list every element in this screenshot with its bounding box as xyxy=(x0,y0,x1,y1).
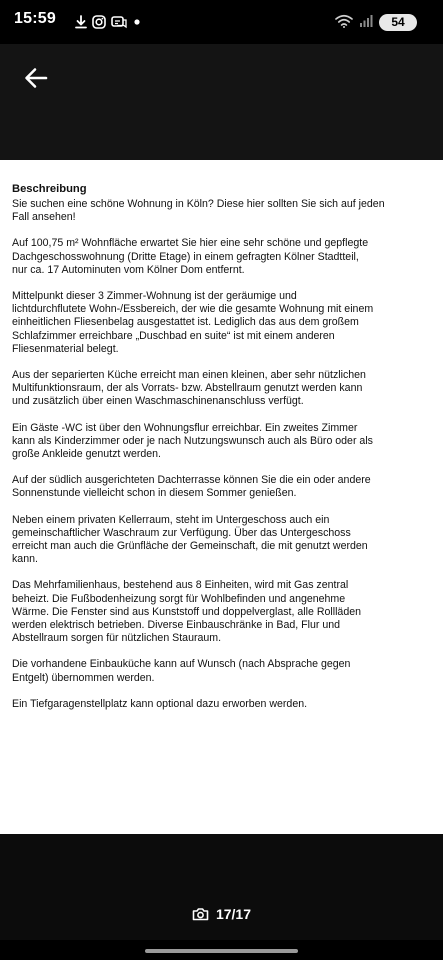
description-paragraph: Neben einem privaten Kellerraum, steht im Untergeschoss auch ein gemeinschaftlicher Waschraum zur Verfügung. Über das Untergeschoss erreicht man auch die Grünfläche der Gemeinschaft, die mit genutzt werden kann. xyxy=(12,513,368,566)
back-button[interactable] xyxy=(20,62,52,94)
status-time: 15:59 xyxy=(14,10,56,27)
app-header xyxy=(0,44,443,160)
dot-icon xyxy=(132,15,142,29)
gallery-footer xyxy=(0,834,443,940)
description-paragraph: Ein Gäste -WC ist über den Wohnungsflur erreichbar. Ein zweites Zimmer kann als Kinderzimmer oder je nach Nutzungswunsch auch als Büro oder als große Ankleide genutzt werden. xyxy=(12,421,373,461)
battery-icon: 54 xyxy=(379,14,417,31)
description-paragraph: Auf 100,75 m² Wohnfläche erwartet Sie hier eine sehr schöne und gepflegte Dachgeschosswohnung (Dritte Etage) in einem gefragten Kölner Stadtteil, nur ca. 17 Autominuten vom Kölner Dom entfernt. xyxy=(12,237,369,276)
system-icons xyxy=(335,12,417,32)
download-icon xyxy=(75,15,87,29)
status-bar xyxy=(0,0,443,44)
instagram-icon xyxy=(92,15,106,29)
description-paragraph: Mittelpunkt dieser 3 Zimmer-Wohnung ist der geräumige und lichtdurchflutete Wohn-/Essbereich, der wie die gesamte Wohnung mit einem einheitlichen Fliesenbelag ausgestattet ist. Lediglich das aus dem großem Schlafzimmer erreichbare „Duschbad en suite“ ist mit einem anderen Fliesenmaterial belegt. xyxy=(12,290,374,355)
signal-icon xyxy=(359,13,373,32)
description-paragraph: Sie suchen eine schöne Wohnung in Köln? Diese hier sollten Sie sich auf jeden Fall ansehen! xyxy=(12,198,385,224)
description-paragraph: Das Mehrfamilienhaus, bestehend aus 8 Einheiten, wird mit Gas zentral beheizt. Die Fußbodenheizung sorgt für Wohlbefinden und angenehme Wärme. Die Fenster sind aus Kunststoff und doppelverglast, alle Rollläden werden elektrisch betrieben. Diverse Einbauschränke in Bad, Flur und Abstellraum sorgen für nützlichen Stauraum. xyxy=(12,579,361,645)
photo-counter-text: 17/17 xyxy=(215,906,252,922)
home-indicator[interactable] xyxy=(145,949,298,953)
description-document xyxy=(12,182,392,724)
description-paragraph: Auf der südlich ausgerichteten Dachterrasse können Sie die ein oder andere Sonnenstunde vielleicht schon in diesem Sommer genießen. xyxy=(12,474,371,500)
description-paragraph: Aus der separierten Küche erreicht man einen kleinen, aber sehr nützlichen Multifunktionsraum, der als Vorrats- bzw. Abstellraum genutzt werden kann und zusätzlich über einen Waschmaschinenanschluss verfügt. xyxy=(12,369,366,408)
wifi-icon xyxy=(335,13,353,32)
arrow-left-icon xyxy=(24,67,48,89)
messaging-icon xyxy=(111,15,127,29)
system-navigation xyxy=(0,940,443,960)
description-paragraph: Die vorhandene Einbauküche kann auf Wunsch (nach Absprache gegen Entgelt) übernommen werden. xyxy=(12,658,351,684)
listing-description-image xyxy=(0,160,443,834)
camera-icon xyxy=(192,907,209,921)
description-paragraph: Ein Tiefgaragenstellplatz kann optional dazu erworben werden. xyxy=(12,697,308,710)
description-heading: Beschreibung xyxy=(12,183,87,195)
notification-icons xyxy=(75,13,142,31)
photo-counter[interactable] xyxy=(0,906,443,922)
